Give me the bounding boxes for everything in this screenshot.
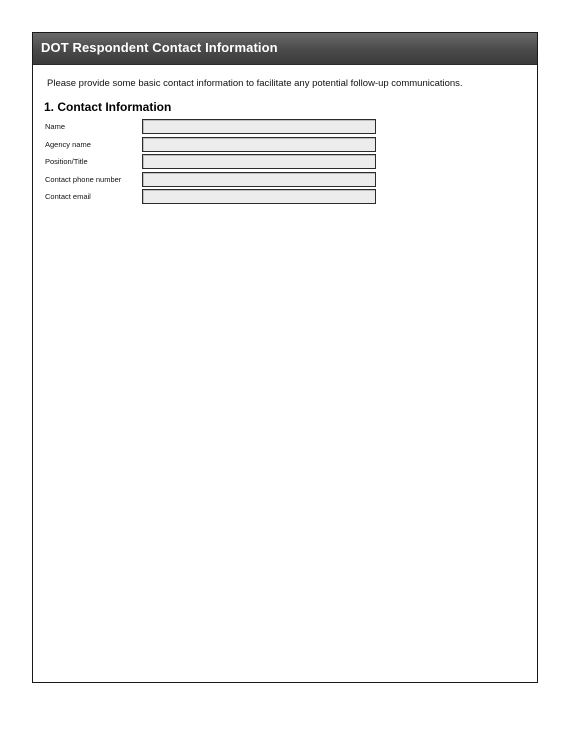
contact-email-label: Contact email <box>45 192 91 201</box>
name-input[interactable] <box>142 119 376 134</box>
page-title: DOT Respondent Contact Information <box>41 40 278 55</box>
intro-text: Please provide some basic contact information to facilitate any potential follow-up communications. <box>47 78 463 89</box>
section-heading: 1. Contact Information <box>44 100 172 114</box>
name-row <box>45 119 379 137</box>
contact-email-input[interactable] <box>142 189 376 204</box>
page-header <box>33 33 537 65</box>
contact-form <box>45 119 379 207</box>
agency-name-label: Agency name <box>45 139 91 149</box>
contact-phone-input[interactable] <box>142 172 376 187</box>
name-label: Name <box>45 122 66 131</box>
position-title-input[interactable] <box>142 154 376 169</box>
position-title-row <box>45 154 379 172</box>
contact-email-row <box>45 189 379 207</box>
agency-name-row <box>45 137 379 155</box>
agency-name-input[interactable] <box>142 137 376 152</box>
survey-page <box>32 32 538 683</box>
contact-phone-label: Contact phone number <box>45 174 122 184</box>
position-title-label: Position/Title <box>45 157 88 166</box>
contact-phone-row <box>45 172 379 190</box>
